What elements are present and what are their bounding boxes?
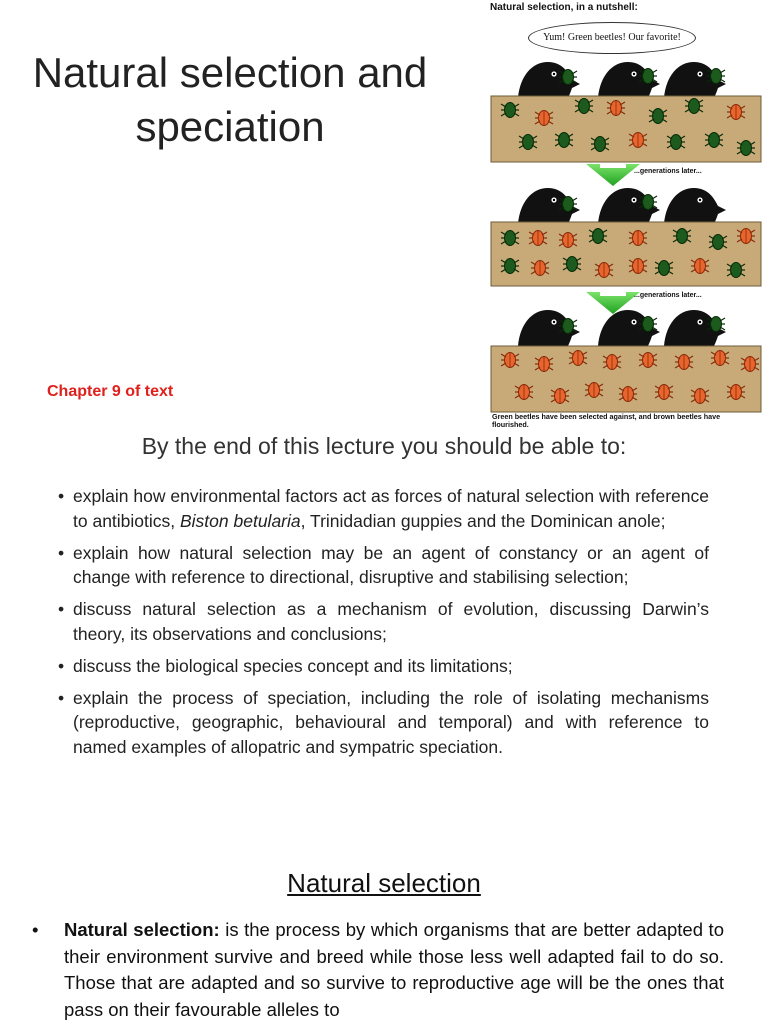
chapter-note: Chapter 9 of text — [47, 383, 174, 400]
objective-item: • explain how natural selection may be an agent of constancy or an agent of change with reference to directional, disruptive and stabilising selection; — [56, 541, 709, 590]
bullet: • — [32, 919, 39, 940]
objectives-list — [56, 484, 709, 767]
definition-paragraph — [32, 917, 724, 1023]
section-heading: Natural selection — [287, 868, 481, 898]
objectives-heading: By the end of this lecture you should be able to: — [141, 433, 627, 459]
figure-caption: Green beetles have been selected against, and brown beetles have flourished. — [492, 412, 721, 429]
crow-speech-bubble: Yum! Green beetles! Our favorite! — [528, 22, 696, 54]
figure-title: Natural selection, in a nutshell: — [490, 2, 638, 13]
generations-label-2: ...generations later... — [634, 292, 702, 299]
generations-label-1: ...generations later... — [634, 168, 702, 175]
definition-term: Natural selection: — [64, 919, 220, 940]
objective-item: • explain the process of speciation, including the role of isolating mechanisms (reproductive, geographic, behavioural and temporal) and with reference to named examples of allopatric and sympatric speciation. — [56, 686, 709, 760]
definition-text: is the process by which organisms that are better adapted to their environment survive and breed while those less well adapted fail to do so. Those that are adapted and so survive to reproductive age will be the ones that pass on their favourable alleles to — [64, 919, 724, 1020]
objective-item: • discuss natural selection as a mechanism of evolution, discussing Darwin’s theory, its observations and conclusions; — [56, 597, 709, 646]
objective-item: • discuss the biological species concept and its limitations; — [56, 654, 709, 679]
natural-selection-figure — [488, 0, 768, 432]
page-title: Natural selection and speciation — [32, 49, 428, 150]
objective-item: • explain how environmental factors act as forces of natural selection with reference to antibiotics, Biston betularia, Trinidadian guppies and the Dominican anole; — [56, 484, 709, 533]
beetle-illustration — [488, 0, 768, 432]
